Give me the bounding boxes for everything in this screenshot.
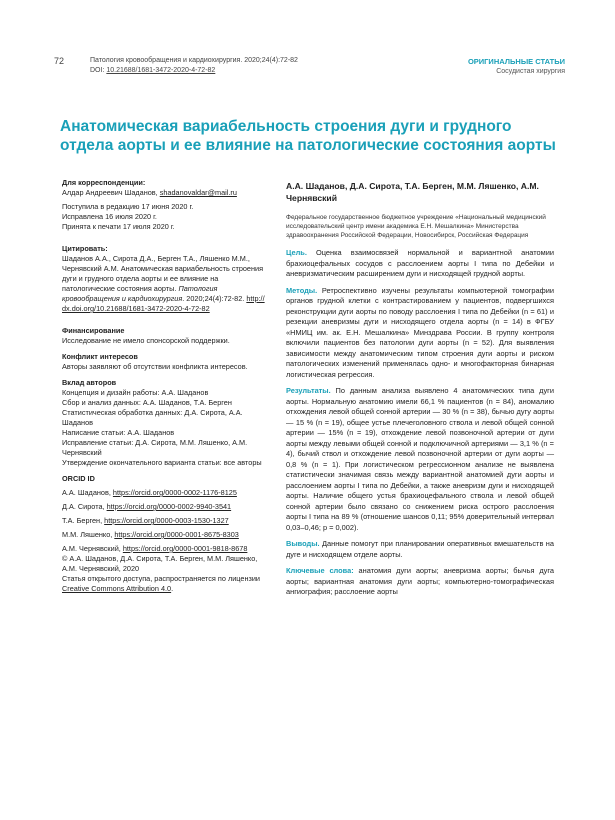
- copyright: © А.А. Шаданов, Д.А. Сирота, Т.А. Берген, М.М. Ляшенко, А.М. Чернявский, 2020: [62, 554, 258, 573]
- orcid-item: А.М. Чернявский, https://orcid.org/0000-0001-9818-8678: [62, 544, 248, 553]
- abstract-results: Результаты. По данным анализа выявлено 4 анатомических типа дуги аорты. Нормальную анатомию имели 66,1 % пациентов (n = 84), аномалию отхождения левой общей сонной артерии — 30 % (n = 38), бычью дугу аорты — 15 % (n = 19), общее устье плечеголовного ствола и левой общей сонной артерии — 15% (n = 19), отхождение левой позвоночной артерии от дуги аорты между левыми общей сонной и подключичной артериями — 3,1 % (n = 4), бычий ствол и отхождение левой позвоночной артерии от дуги аорты — 0,8 % (n = 1). При логистическом регрессионном анализе не выявлена статистически значимая связь между вариантной анатомией дуги аорты и расслоением аорты I типа по Дебейки, а также аневризм дуги и нисходящей аорты. Наличие общего устья брахиоцефального ствола и левой общей сонной артерии было связано со снижением риска острого расслоения аорты I типа на 89 % (отношение шансов 0,11; 95% доверительный интервал 0,03–0,46; p = 0,002).: [286, 386, 554, 532]
- contribution-item: Исправление статьи: Д.А. Сирота, М.М. Ляшенко, А.М. Чернявский: [62, 438, 248, 457]
- category-label: ОРИГИНАЛЬНЫЕ СТАТЬИ: [467, 57, 565, 66]
- orcid-link[interactable]: https://orcid.org/0000-0001-9818-8678: [122, 544, 248, 553]
- orcid-link[interactable]: https://orcid.org/0000-0002-9940-3541: [106, 502, 232, 511]
- funding-heading: Финансирование: [62, 326, 125, 335]
- affiliation: Федеральное государственное бюджетное учреждение «Национальный медицинский исследовательский центр имени академика Е.Н. Мешалкина» Министерства здравоохранения Российской Федерации, Новосибирск, Российская Федерация: [286, 214, 546, 239]
- orcid-link[interactable]: https://orcid.org/0000-0002-1176-8125: [112, 488, 237, 497]
- revised-date: Исправлена 16 июля 2020 г.: [62, 212, 157, 221]
- cite-link[interactable]: http://dx.doi.org/10.21688/1681-3472-2020-4-72-82: [62, 294, 265, 313]
- authors: А.А. Шаданов, Д.А. Сирота, Т.А. Берген, М.М. Ляшенко, А.М. Чернявский: [286, 181, 539, 203]
- contribution-item: Сбор и анализ данных: А.А. Шаданов, Т.А. Берген: [62, 398, 232, 407]
- abstract-aim: Цель. Оценка взаимосвязей нормальной и вариантной анатомии брахиоцефальных сосудов с расслоением аорты I типа по Дебейки и аневризматическим расширением дуги и нисходящей грудной аорты.: [286, 248, 554, 278]
- orcid-item: Д.А. Сирота, https://orcid.org/0000-0002-9940-3541: [62, 502, 232, 511]
- accepted-date: Принята к печати 17 июля 2020 г.: [62, 222, 175, 231]
- orcid-item: М.М. Ляшенко, https://orcid.org/0000-0001-8675-8303: [62, 530, 239, 539]
- conflict-heading: Конфликт интересов: [62, 352, 138, 361]
- contribution-item: Написание статьи: А.А. Шаданов: [62, 428, 175, 437]
- contribution-item: Концепция и дизайн работы: А.А. Шаданов: [62, 388, 209, 397]
- page-number: 72: [54, 56, 65, 66]
- email-link[interactable]: shadanovaldar@mail.ru: [159, 188, 237, 197]
- orcid-item: Т.А. Берген, https://orcid.org/0000-0003-1530-1327: [62, 516, 229, 525]
- orcid-link[interactable]: https://orcid.org/0000-0003-1530-1327: [104, 516, 229, 525]
- cite-heading: Цитировать:: [62, 244, 108, 253]
- orcid-item: А.А. Шаданов, https://orcid.org/0000-0002-1176-8125: [62, 488, 237, 497]
- orcid-heading: ORCID ID: [62, 474, 95, 483]
- funding-text: Исследование не имело спонсорской поддержки.: [62, 336, 230, 345]
- license-link[interactable]: Creative Commons Attribution 4.0: [62, 584, 172, 593]
- received-date: Поступила в редакцию 17 июня 2020 г.: [62, 202, 194, 211]
- correspondence-heading: Для корреспонденции:: [62, 178, 146, 187]
- conflict-text: Авторы заявляют об отсутствии конфликта интересов.: [62, 362, 248, 371]
- license: Статья открытого доступа, распространяется по лицензии Creative Commons Attribution 4.0.: [62, 574, 260, 593]
- contribution-item: Статистическая обработка данных: Д.А. Сирота, А.А. Шаданов: [62, 408, 243, 427]
- abstract-methods: Методы. Ретроспективно изучены результаты компьютерной томографии органов грудной клетки с контрастированием у пациентов, подвергшихся реконструкции дуги аорты по поводу расслоения I типа по Дебейки (n = 61) и резекции аневризмы дуги и нисходящего отдела аорты (n = 14) в ФГБУ «НМИЦ им. ак. Е.Н. Мешалкина» Минздрава России. В группу контроля включили пациентов без патологии дуги аорты (n = 52). Для выявления зависимости между анатомическим типом строения дуги аорты и риском патологических изменений применялась одно- и многофакторная бинарная логистическая регрессия.: [286, 285, 554, 379]
- right-column: [286, 180, 554, 604]
- correspondence-line: Алдар Андреевич Шаданов, shadanovaldar@mail.ru: [62, 188, 237, 197]
- orcid-link[interactable]: https://orcid.org/0000-0001-8675-8303: [114, 530, 239, 539]
- contribution-item: Утверждение окончательного варианта статьи: все авторы: [62, 458, 262, 467]
- journal-header: [90, 56, 298, 76]
- left-column: [62, 178, 267, 594]
- abstract-conclusions: Выводы. Данные помогут при планировании оперативных вмешательств на дуге и нисходящем отделе аорты.: [286, 539, 554, 559]
- doi-line: DOI: 10.21688/1681-3472-2020-4-72-82: [90, 67, 216, 74]
- doi-link[interactable]: 10.21688/1681-3472-2020-4-72-82: [106, 67, 216, 74]
- cite-text: Шаданов А.А., Сирота Д.А., Берген Т.А., Ляшенко М.М., Чернявский А.М. Анатомическая вариабельность строения дуги и грудного отдела аорты и ее влияние на патологические состояния аорты. Патология кровообращения и кардиохирургия. 2020;24(4):72-82. http://dx.doi.org/10.21688/1681-3472-2020-4-72-82: [62, 254, 265, 313]
- abstract-keywords: Ключевые слова: анатомия дуги аорты; аневризма аорты; бычья дуга аорты; вариантная анатомия дуги аорты; компьютерно-томографическая ангиография; расслоение аорты: [286, 566, 554, 596]
- contrib-heading: Вклад авторов: [62, 378, 117, 387]
- article-title: Анатомическая вариабельность строения дуги и грудного отдела аорты и ее влияние на патологические состояния аорты: [60, 118, 556, 154]
- journal-line: Патология кровообращения и кардиохирургия. 2020;24(4):72-82: [90, 57, 298, 64]
- subcategory-label: Сосудистая хирургия: [496, 68, 565, 75]
- abstract: [286, 248, 554, 598]
- section-header: [468, 57, 565, 77]
